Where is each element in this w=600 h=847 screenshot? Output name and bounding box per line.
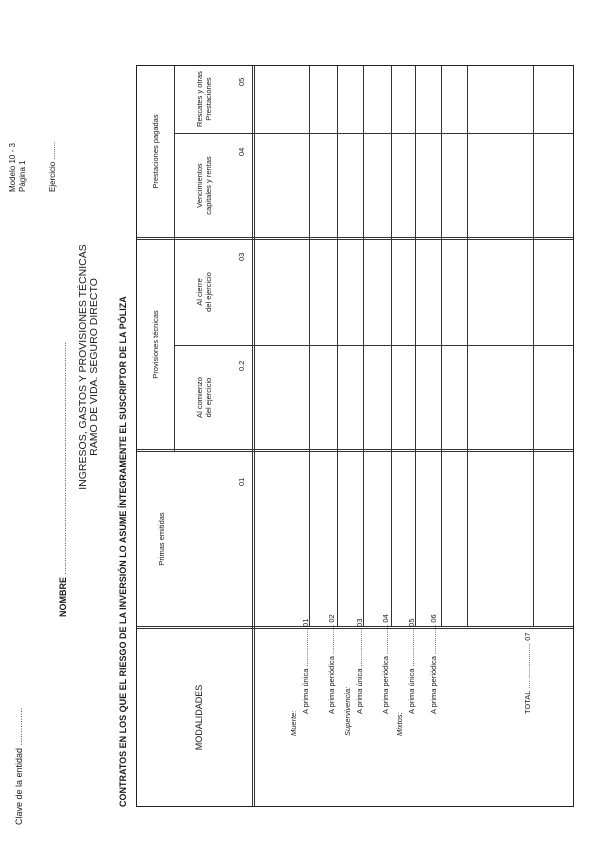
name-field[interactable]: ............................................................................................. (58, 341, 68, 575)
header-modalidades: MODALIDADES (194, 684, 204, 751)
header-comienzo (195, 346, 213, 449)
row-3-dots: .................. (355, 628, 364, 667)
row-6-label: A prima periódica (429, 656, 438, 714)
data-table (136, 65, 574, 807)
exercise-field[interactable]: ........ (48, 141, 57, 160)
col-border-primas (137, 449, 573, 452)
header-comienzo-l2: del ejercicio (204, 377, 213, 418)
header-cierre-l2: del ejercicio (204, 272, 213, 312)
row-1 (301, 619, 310, 715)
subheader-line (174, 66, 175, 452)
total-label: TOTAL (523, 690, 532, 714)
row-line-4 (391, 66, 392, 626)
entity-key-label (14, 708, 24, 825)
header-cierre-l1: Al cierre (195, 278, 204, 306)
row-5-code: 05 (407, 618, 416, 627)
row-line-1 (309, 66, 310, 626)
header-vencimientos (195, 134, 213, 237)
header-rescates (195, 66, 213, 132)
group-supervivencia: Supervivencia: (343, 686, 352, 736)
header-rescates-l1: Rescates y otras (195, 71, 204, 127)
row-line-2 (337, 66, 338, 626)
title-line-1: INGRESOS, GASTOS Y PROVISIONES TÉCNICAS (77, 244, 89, 490)
col-border-comienzo (174, 345, 573, 346)
row-1-code: 01 (301, 618, 310, 627)
report-title (78, 217, 100, 517)
row-4-label: A prima periódica (381, 656, 390, 714)
header-comienzo-l1: Al comienzo (195, 377, 204, 418)
header-vencimientos-l2: capitales y rentas (204, 156, 213, 215)
section-title: CONTRATOS EN LOS QUE EL RIESGO DE LA INVERSIÓN LO ASUME ÍNTEGRAMENTE EL SUSCRIPTOR DE LA PÓLIZA (118, 296, 128, 807)
row-1-label: A prima única (301, 668, 310, 714)
row-line-6 (441, 66, 442, 626)
code-primas: 01 (237, 477, 246, 486)
row-line-total (533, 66, 534, 626)
header-vencimientos-l1: Vencimientos (195, 163, 204, 208)
entity-key-text: Clave de la entidad (14, 747, 24, 825)
total-dots: .... ................. (523, 642, 532, 689)
row-1-dots: .................. (301, 628, 310, 667)
title-line-2: RAMO DE VIDA. SEGURO DIRECTO (88, 278, 100, 456)
row-2-label: A prima periódica (327, 656, 336, 714)
group-muerte: Muerte: (289, 710, 298, 736)
row-4-dots: .............. (381, 624, 390, 654)
code-rescates: 05 (237, 77, 246, 86)
row-3-code: 03 (355, 618, 364, 627)
row-3-label: A prima única (355, 668, 364, 714)
header-rescates-l2: Prestaciones (204, 77, 213, 121)
col-border-vencimientos (174, 133, 573, 134)
entity-key-field[interactable]: ............... (14, 707, 24, 746)
name-row (58, 342, 68, 617)
row-3 (355, 619, 364, 715)
header-separator (252, 66, 255, 806)
row-total (523, 632, 532, 714)
row-2 (327, 614, 336, 714)
model-info (8, 143, 28, 192)
row-2-dots: .............. (327, 624, 336, 654)
row-line-5 (415, 66, 416, 626)
row-5-dots: .................. (407, 628, 416, 667)
code-vencimientos: 04 (237, 147, 246, 156)
header-prestaciones: Prestaciones pagadas (151, 114, 160, 189)
row-5-label: A prima única (407, 668, 416, 714)
row-line-7 (467, 66, 468, 626)
row-6-code: 06 (429, 614, 438, 623)
row-4-code: 04 (381, 614, 390, 623)
row-6-dots: .............. (429, 624, 438, 654)
header-provisiones: Provisiones técnicas (151, 310, 160, 379)
row-2-code: 02 (327, 614, 336, 623)
model-number: Modelo 10 - 3 (8, 143, 17, 192)
code-comienzo: 0.2 (237, 360, 246, 371)
total-code: 07 (523, 632, 532, 641)
group-mixtos: Mixtos: (395, 712, 404, 736)
header-primas: Primas emitidas (157, 512, 166, 566)
row-5 (407, 619, 416, 715)
row-line-3 (363, 66, 364, 626)
header-cierre (195, 240, 213, 344)
page-number: Página 1 (18, 160, 27, 192)
exercise-text: Ejercicio (48, 161, 57, 192)
code-cierre: 03 (237, 252, 246, 261)
exercise-label (48, 142, 57, 192)
row-6 (429, 614, 438, 714)
name-label: NOMBRE (58, 577, 68, 617)
row-4 (381, 614, 390, 714)
